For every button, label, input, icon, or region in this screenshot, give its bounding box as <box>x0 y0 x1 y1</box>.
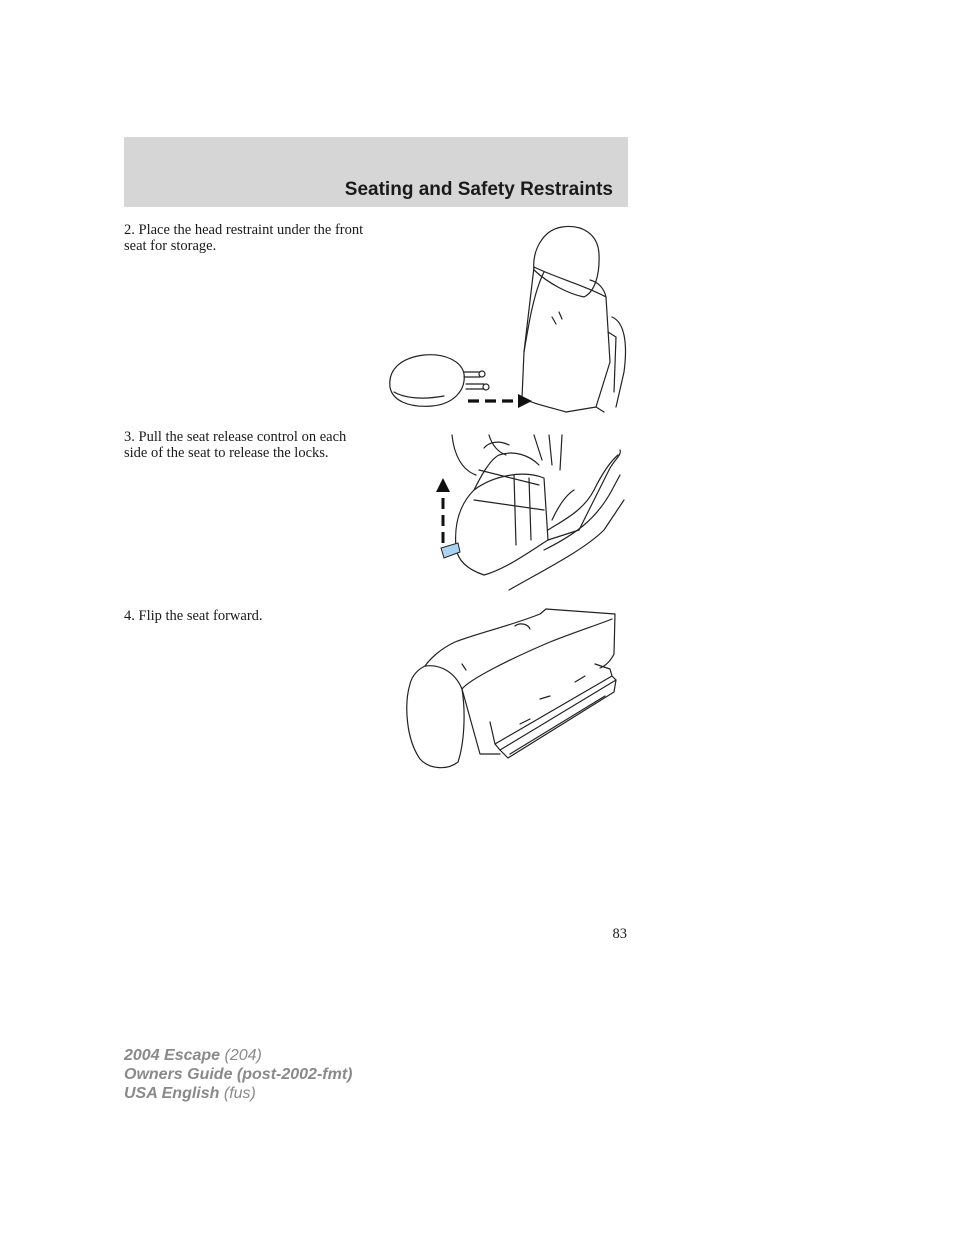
footer-line-2 <box>124 1065 352 1084</box>
footer-language: USA English <box>124 1085 220 1102</box>
seat-flip-forward-illustration <box>400 604 620 772</box>
step-4-text: 4. Flip the seat forward. <box>124 608 263 624</box>
section-title: Seating and Safety Restraints <box>344 179 613 200</box>
footer-line-1 <box>124 1046 352 1065</box>
footer-guide: Owners Guide (post-2002-fmt) <box>124 1066 353 1083</box>
footer-language-code: (fus) <box>223 1085 256 1102</box>
section-header <box>124 137 628 207</box>
head-restraint-storage-illustration <box>384 222 630 416</box>
seat-release-control-illustration <box>434 430 630 594</box>
document-footer <box>124 1046 352 1103</box>
footer-model-code: (204) <box>224 1047 262 1064</box>
step-2-text: 2. Place the head restraint under the front seat for storage. <box>124 222 364 254</box>
step-3-text: 3. Pull the seat release control on each side of the seat to release the locks. <box>124 429 347 461</box>
page-number: 83 <box>612 926 627 942</box>
footer-line-3 <box>124 1084 352 1103</box>
footer-model: 2004 Escape <box>124 1047 221 1064</box>
